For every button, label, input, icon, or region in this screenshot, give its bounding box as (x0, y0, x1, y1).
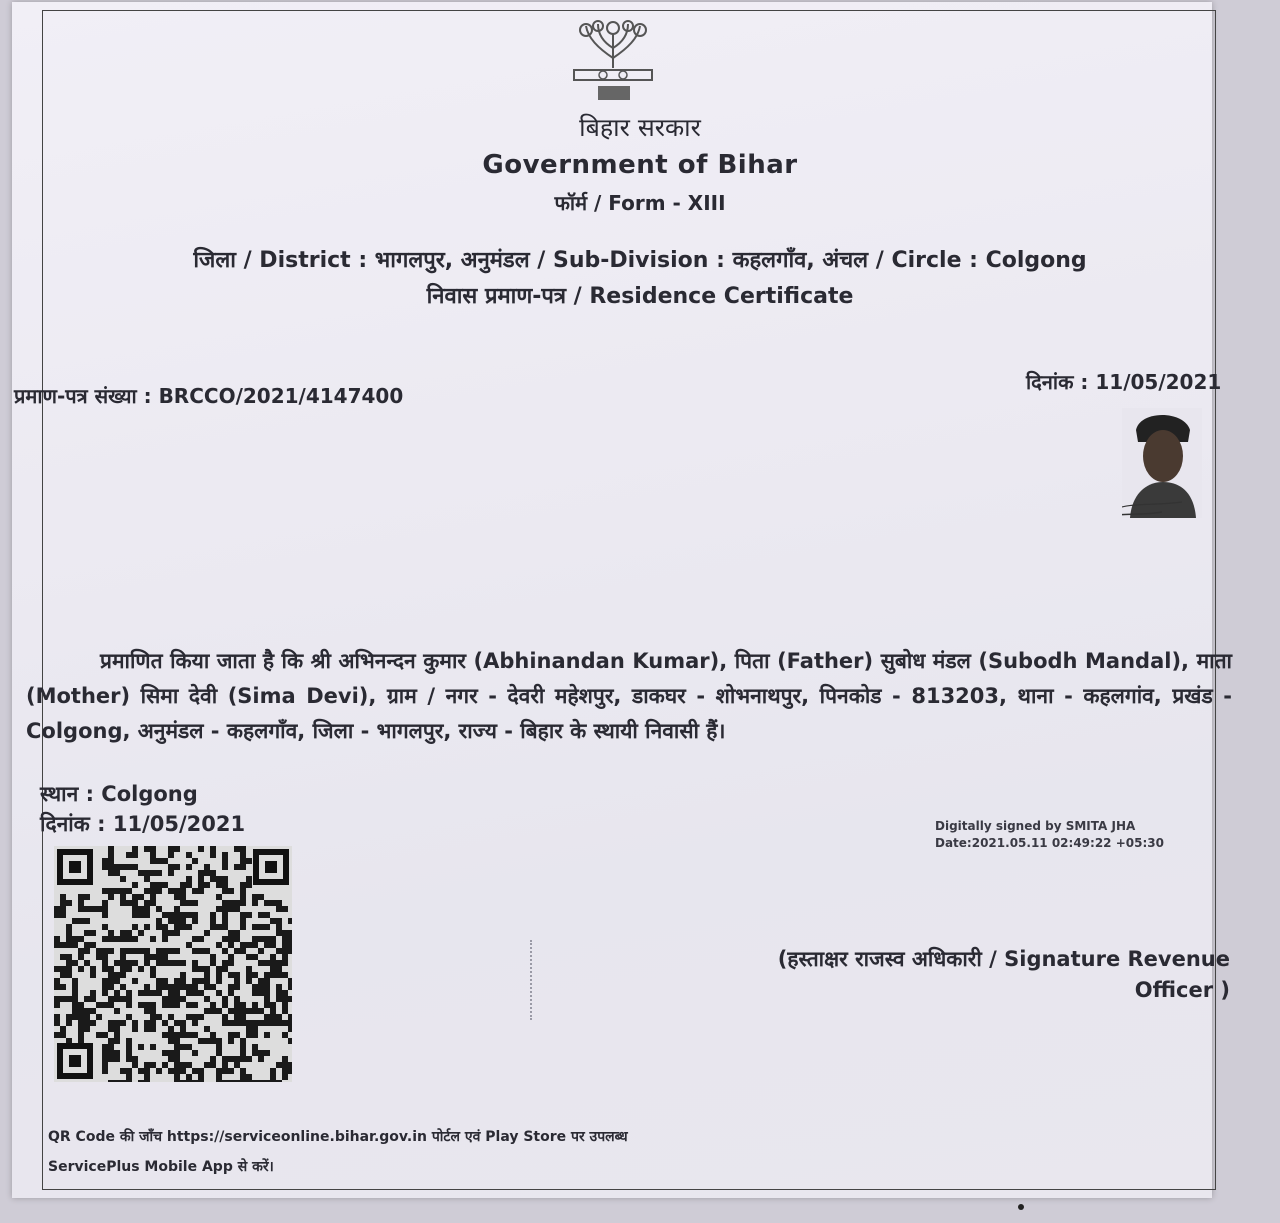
qr-code[interactable] (54, 846, 292, 1082)
state-name-hindi: बिहार सरकार (579, 113, 701, 142)
certificate-number: प्रमाण-पत्र संख्या : BRCCO/2021/4147400 (14, 384, 404, 408)
certificate-title: निवास प्रमाण-पत्र / Residence Certificate (426, 284, 854, 309)
signature-label: (हस्ताक्षर राजस्व अधिकारी / Signature Revenue Officer ) (777, 947, 1230, 1002)
state-name-english: Government of Bihar (482, 150, 798, 180)
footer-line-2: ServicePlus Mobile App से करें। (48, 1159, 274, 1175)
digital-signature-date: Date:2021.05.11 02:49:22 +05:30 (935, 836, 1164, 850)
form-number: फॉर्म / Form - XIII (554, 191, 726, 215)
digital-signature (935, 818, 1164, 852)
footer-note (48, 1122, 628, 1182)
district-line: जिला / District : भागलपुर, अनुमंडल / Sub-Division : कहलगाँव, अंचल / Circle : Colgong (193, 248, 1087, 273)
certificate-date: दिनांक : 11/05/2021 (1026, 370, 1222, 394)
issue-place: स्थान : Colgong (40, 782, 198, 806)
footer-line-1: QR Code की जाँच https://serviceonline.bihar.gov.in पोर्टल एवं Play Store पर उपलब्ध (48, 1129, 628, 1145)
bihar-emblem-icon (558, 18, 668, 108)
applicant-photo (1122, 408, 1202, 518)
digital-signature-signer: Digitally signed by SMITA JHA (935, 819, 1136, 833)
issue-date: दिनांक : 11/05/2021 (40, 812, 246, 836)
stamp-mark (530, 940, 562, 1020)
page-speck (1018, 1204, 1024, 1210)
certificate-body: प्रमाणित किया जाता है कि श्री अभिनन्दन कुमार (Abhinandan Kumar), पिता (Father) सुबोध मंडल (Subodh Mandal), माता (Mother) सिमा देवी (Sima Devi), ग्राम / नगर - देवरी महेशपुर, डाकघर - शोभनाथपुर, पिनकोड - 813203, थाना - कहलगांव, प्रखंड - Colgong, अनुमंडल - कहलगाँव, जिला - भागलपुर, राज्य - बिहार के स्थायी निवासी हैं। (26, 649, 1232, 743)
